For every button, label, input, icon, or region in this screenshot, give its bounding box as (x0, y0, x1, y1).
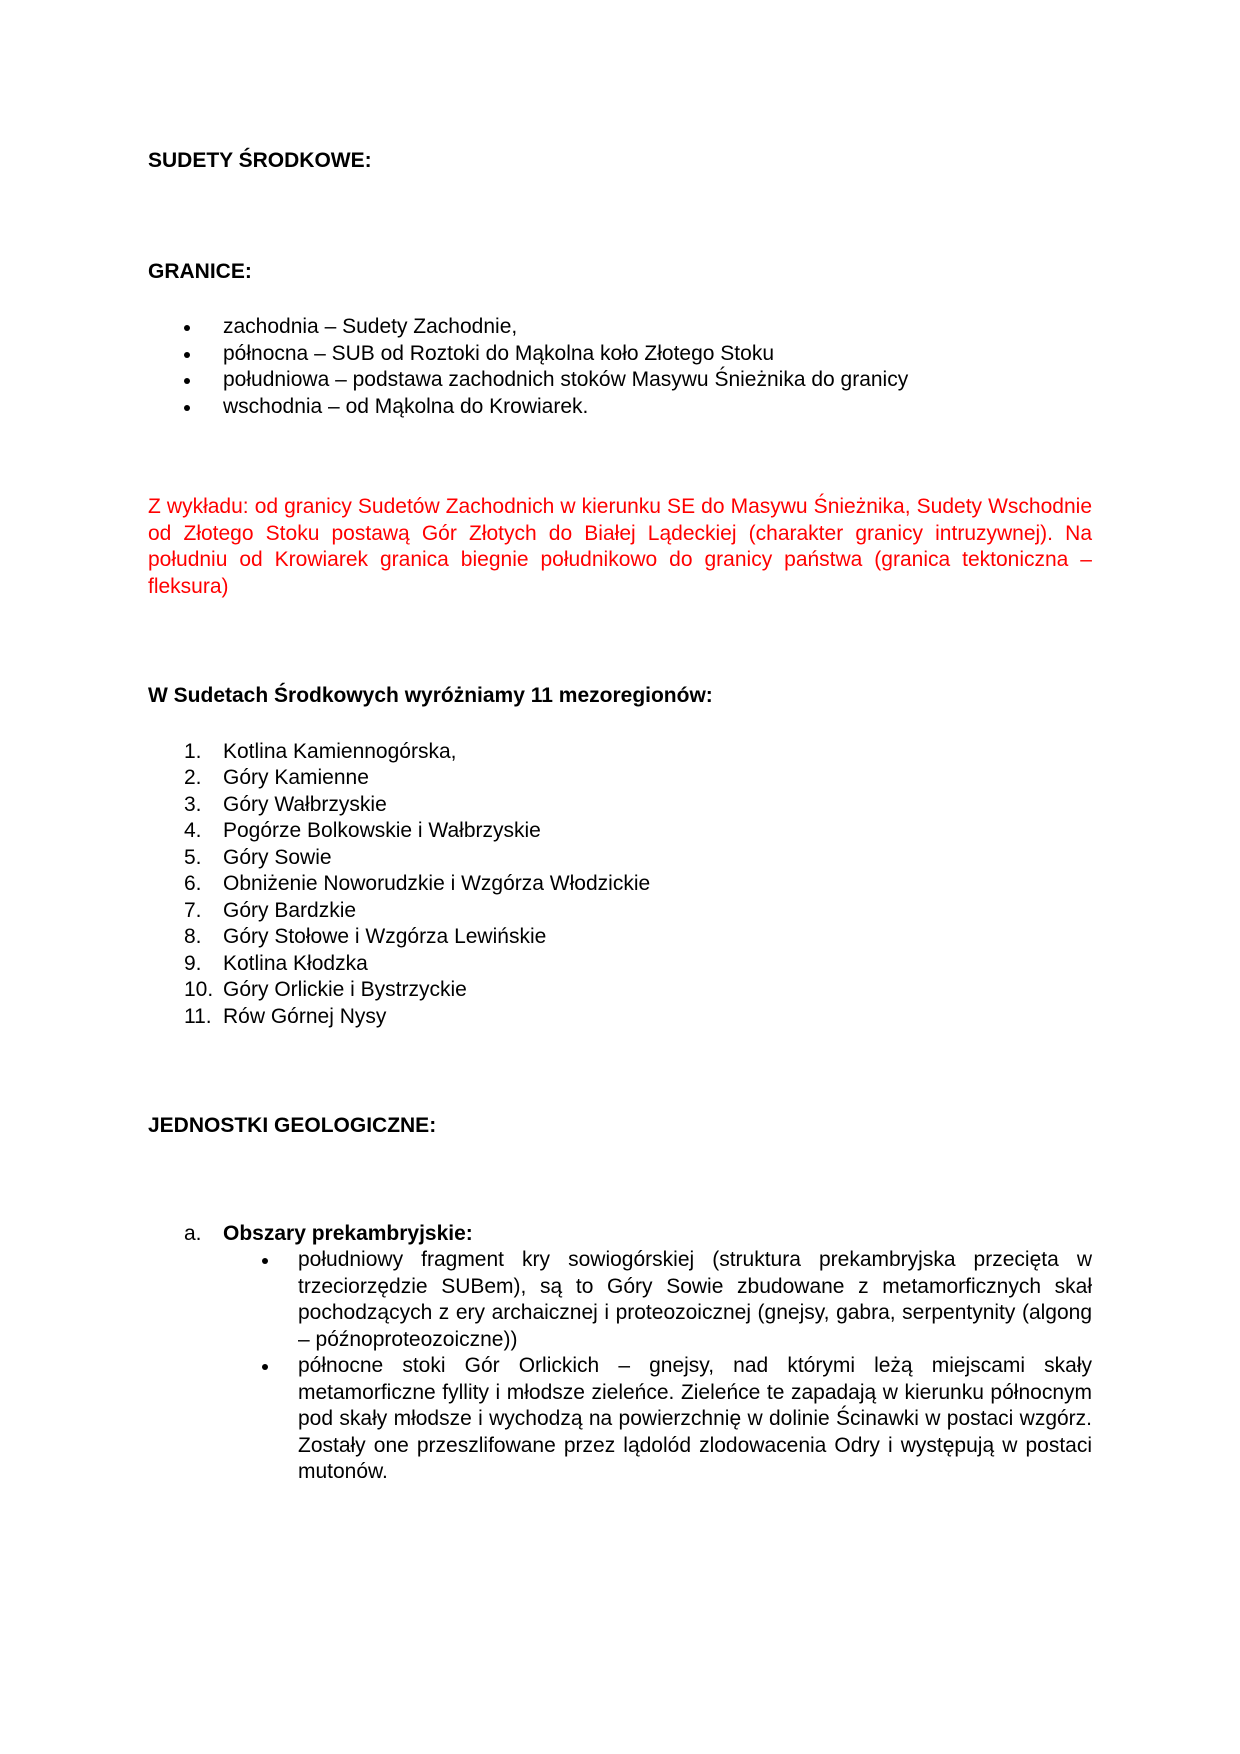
mesoregion-label: Pogórze Bolkowskie i Wałbrzyskie (223, 819, 541, 842)
mesoregion-label: Góry Sowie (223, 845, 332, 869)
lecture-note: Z wykładu: od granicy Sudetów Zachodnich w kierunku SE do Masywu Śnieżnika, Sudety Wschodnie od Złotego Stoku postawą Gór Złotych do Białej Lądeckiej (charakter granicy intruzywnej). Na południu od Krowiarek granica biegnie południkowo do granicy państwa (granica tektoniczna – fleksura) (148, 495, 1092, 598)
list-item (148, 367, 1092, 394)
bullet-icon (262, 1258, 268, 1264)
mesoregion-label: Góry Wałbrzyskie (223, 792, 387, 816)
list-item (148, 898, 1092, 925)
list-item (148, 1247, 1092, 1353)
list-item (148, 1353, 1092, 1486)
list-number: 7. (184, 898, 202, 922)
precambrian-item-text: północne stoki Gór Orlickich – gnejsy, nad którymi leżą miejscami skały metamorficzne fyllity i młodsze zieleńce. Zieleńce te zapadają w kierunku północnym pod skały młodsze i wychodzą na powierzchnię w dolinie Ścinawki w postaci wzgórz. Zostały one przeszlifowane przez lądolód zlodowacenia Odry i występują w postaci mutonów. (298, 1354, 1092, 1483)
list-item (148, 765, 1092, 792)
list-number: 4. (184, 819, 202, 842)
section-letter: a. (184, 1221, 202, 1245)
precambrian-list (148, 1247, 1092, 1486)
list-item (148, 1004, 1092, 1031)
section-title: Obszary prekambryjskie: (223, 1221, 473, 1245)
mesoregion-label: Góry Orlickie i Bystrzyckie (223, 978, 467, 1001)
bullet-icon (184, 378, 190, 384)
list-item (148, 394, 1092, 421)
bullet-icon (184, 405, 190, 411)
mesoregions-heading: W Sudetach Środkowych wyróżniamy 11 mezoregionów: (148, 684, 713, 707)
border-item-south: południowa – podstawa zachodnich stoków Masywu Śnieżnika do granicy (223, 368, 909, 391)
list-number: 2. (184, 766, 202, 789)
list-item (148, 792, 1092, 819)
mesoregion-label: Góry Bardzkie (223, 898, 357, 922)
mesoregion-label: Kotlina Kamiennogórska, (223, 739, 457, 763)
bullet-icon (262, 1364, 268, 1370)
list-item (148, 977, 1092, 1004)
mesoregions-list (148, 739, 1092, 1031)
borders-heading: GRANICE: (148, 259, 252, 283)
mesoregion-label: Góry Stołowe i Wzgórza Lewińskie (223, 925, 547, 948)
border-item-east: wschodnia – od Mąkolna do Krowiarek. (223, 394, 589, 418)
borders-list (148, 314, 1092, 420)
list-item (148, 314, 1092, 341)
list-number: 3. (184, 792, 202, 816)
list-number: 1. (184, 739, 202, 763)
list-number: 9. (184, 951, 202, 975)
list-item (148, 951, 1092, 978)
list-item (148, 739, 1092, 766)
bullet-icon (184, 325, 190, 331)
list-number: 11. (184, 1004, 212, 1028)
mesoregion-label: Góry Kamienne (223, 766, 369, 789)
list-number: 8. (184, 925, 202, 948)
list-item (148, 341, 1092, 368)
geology-section-precambrian (148, 1221, 1092, 1486)
list-item (148, 818, 1092, 845)
mesoregion-label: Obniżenie Noworudzkie i Wzgórza Włodzickie (223, 872, 651, 895)
list-item (148, 924, 1092, 951)
document-title: SUDETY ŚRODKOWE: (148, 149, 372, 172)
precambrian-item-text: południowy fragment kry sowiogórskiej (struktura prekambryjska przecięta w trzeciorzędzie SUBem), są to Góry Sowie zbudowane z metamorficznych skał pochodzących z ery archaicznej i proteozoicznej (gnejsy, gabra, serpentynity (algong – późnoproteozoiczne)) (298, 1248, 1092, 1351)
geology-heading: JEDNOSTKI GEOLOGICZNE: (148, 1114, 437, 1137)
border-item-north: północna – SUB od Roztoki do Mąkolna koło Złotego Stoku (223, 341, 774, 365)
mesoregion-label: Kotlina Kłodzka (223, 951, 368, 975)
list-number: 5. (184, 845, 202, 869)
section-label (148, 1221, 1092, 1248)
list-number: 6. (184, 872, 202, 895)
border-item-west: zachodnia – Sudety Zachodnie, (223, 315, 518, 338)
document-content (148, 140, 1092, 1486)
list-item (148, 871, 1092, 898)
mesoregion-label: Rów Górnej Nysy (223, 1004, 387, 1028)
list-item (148, 845, 1092, 872)
bullet-icon (184, 352, 190, 358)
list-number: 10. (184, 978, 214, 1001)
